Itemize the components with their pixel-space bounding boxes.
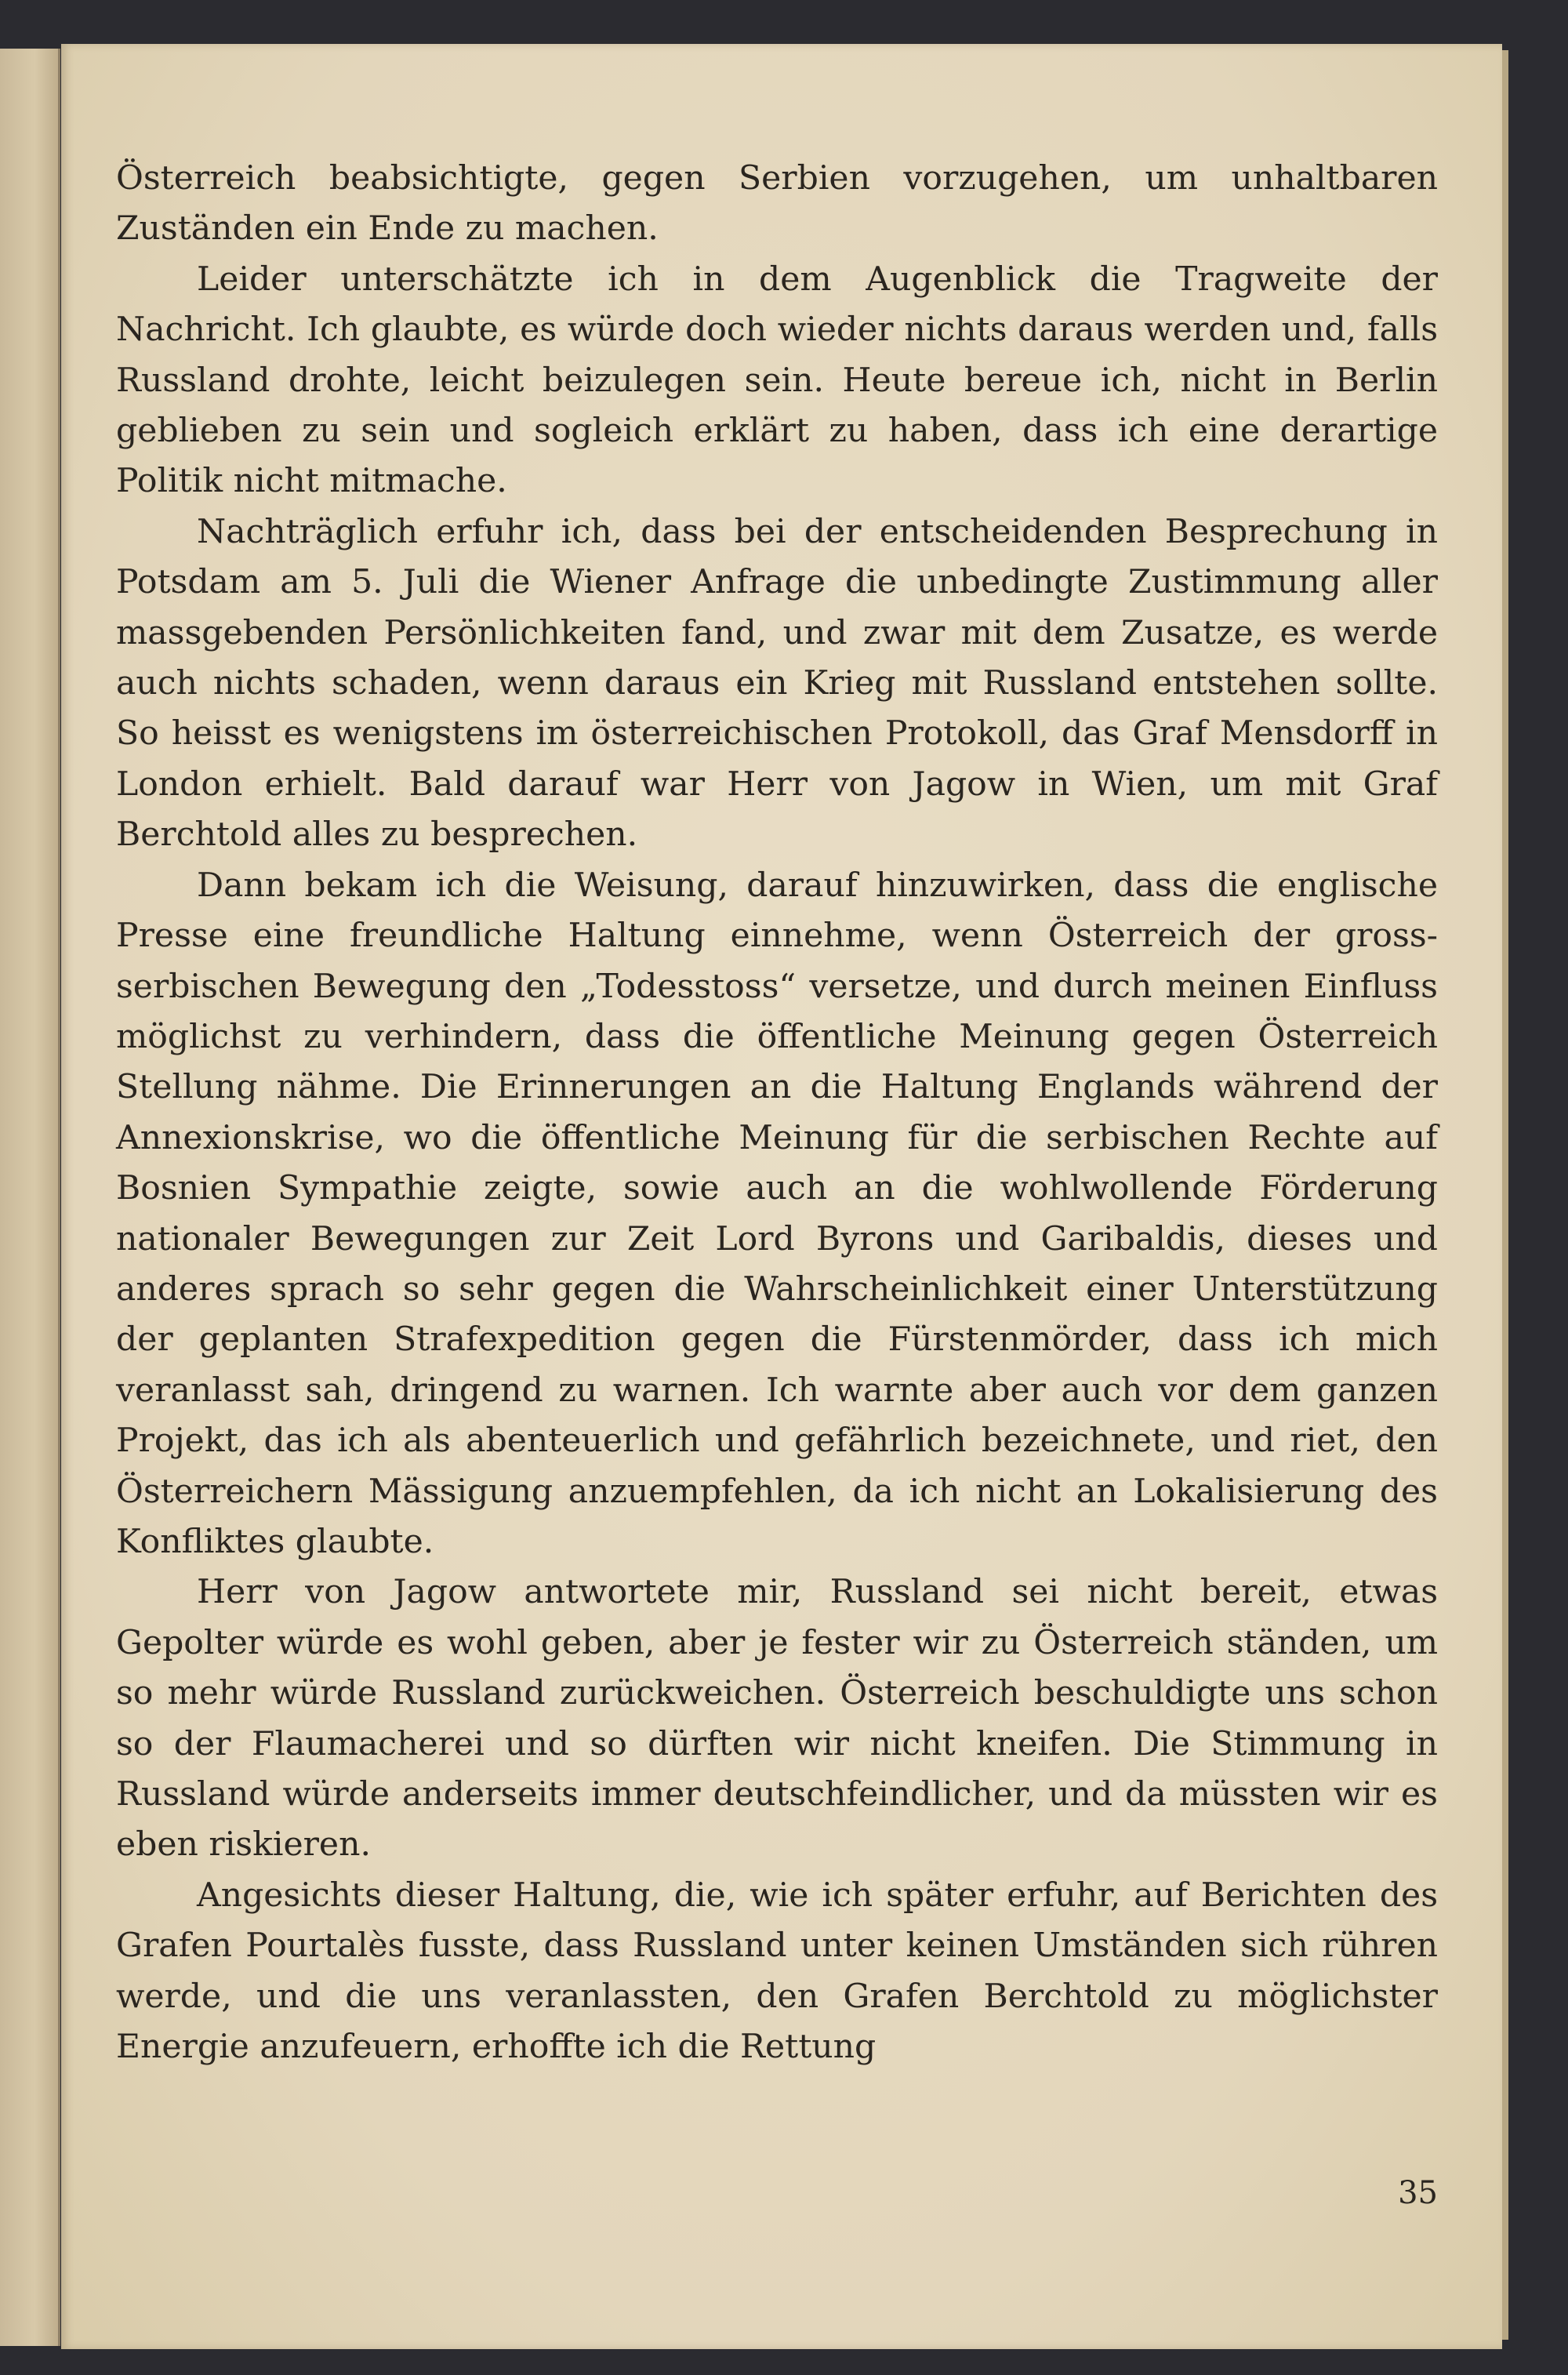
paragraph-4: Dann bekam ich die Weisung, darauf hinzuwirken, dass die englische Presse eine freundliche Haltung einnehme, wenn Österreich der gross-serbischen Bewegung den „Todesstoss“ versetze, und durch meinen Einfluss möglichst zu verhindern, dass die öffentliche Meinung gegen Österreich Stellung nähme. Die Erinnerungen an die Haltung Englands während der Annexionskrise, wo die öffentliche Meinung für die serbischen Rechte auf Bosnien Sympathie zeigte, sowie auch an die wohlwollende Förderung nationaler Bewegungen zur Zeit Lord Byrons und Garibaldis, dieses und anderes sprach so sehr gegen die Wahrscheinlichkeit einer Unterstützung der geplanten Strafexpedition gegen die Fürstenmörder, dass ich mich veranlasst sah, dringend zu warnen. Ich warnte aber auch vor dem ganzen Projekt, das ich als abenteuerlich und gefährlich bezeichnete, und riet, den Österreichern Mässigung anzuempfehlen, da ich nicht an Lokalisierung des Konfliktes glaubte.: [116, 866, 1438, 1561]
book-page: [61, 44, 1502, 2349]
paragraph-6: Angesichts dieser Haltung, die, wie ich später erfuhr, auf Berichten des Grafen Pourtalès fusste, dass Russland unter keinen Umständen sich rühren werde, und die uns veranlassten, den Grafen Berchtold zu möglichster Energie anzufeuern, erhoffte ich die Rettung: [116, 1876, 1438, 2067]
previous-page-edge: [0, 49, 60, 2346]
page-right-edge: [1502, 50, 1508, 2340]
paragraph-2: Leider unterschätzte ich in dem Augenblick die Tragweite der Nachricht. Ich glaubte, es würde doch wieder nichts daraus werden und, falls Russland drohte, leicht beizulegen sein. Heute bereue ich, nicht in Berlin geblieben zu sein und sogleich erklärt zu haben, dass ich eine derartige Politik nicht mitmache.: [116, 260, 1438, 501]
body-text: [116, 154, 1438, 2072]
paragraph-1: Österreich beabsichtigte, gegen Serbien vorzugehen, um unhaltbaren Zuständen ein Ende zu machen.: [116, 159, 1438, 249]
paragraph-5: Herr von Jagow antwortete mir, Russland sei nicht bereit, etwas Gepolter würde es wohl geben, aber je fester wir zu Österreich ständen, um so mehr würde Russland zurückweichen. Österreich beschuldigte uns schon so der Flaumacherei und so dürften wir nicht kneifen. Die Stimmung in Russland würde anderseits immer deutschfeindlicher, und da müssten wir es eben riskieren.: [116, 1573, 1438, 1865]
paragraph-3: Nachträglich erfuhr ich, dass bei der entscheidenden Besprechung in Potsdam am 5. Juli die Wiener Anfrage die unbedingte Zustimmung aller massgebenden Persönlichkeiten fand, und zwar mit dem Zusatze, es werde auch nichts schaden, wenn daraus ein Krieg mit Russland entstehen sollte. So heisst es wenigstens im österreichischen Protokoll, das Graf Mensdorff in London erhielt. Bald darauf war Herr von Jagow in Wien, um mit Graf Berchtold alles zu besprechen.: [116, 512, 1438, 855]
page-number: 35: [1398, 2175, 1438, 2211]
